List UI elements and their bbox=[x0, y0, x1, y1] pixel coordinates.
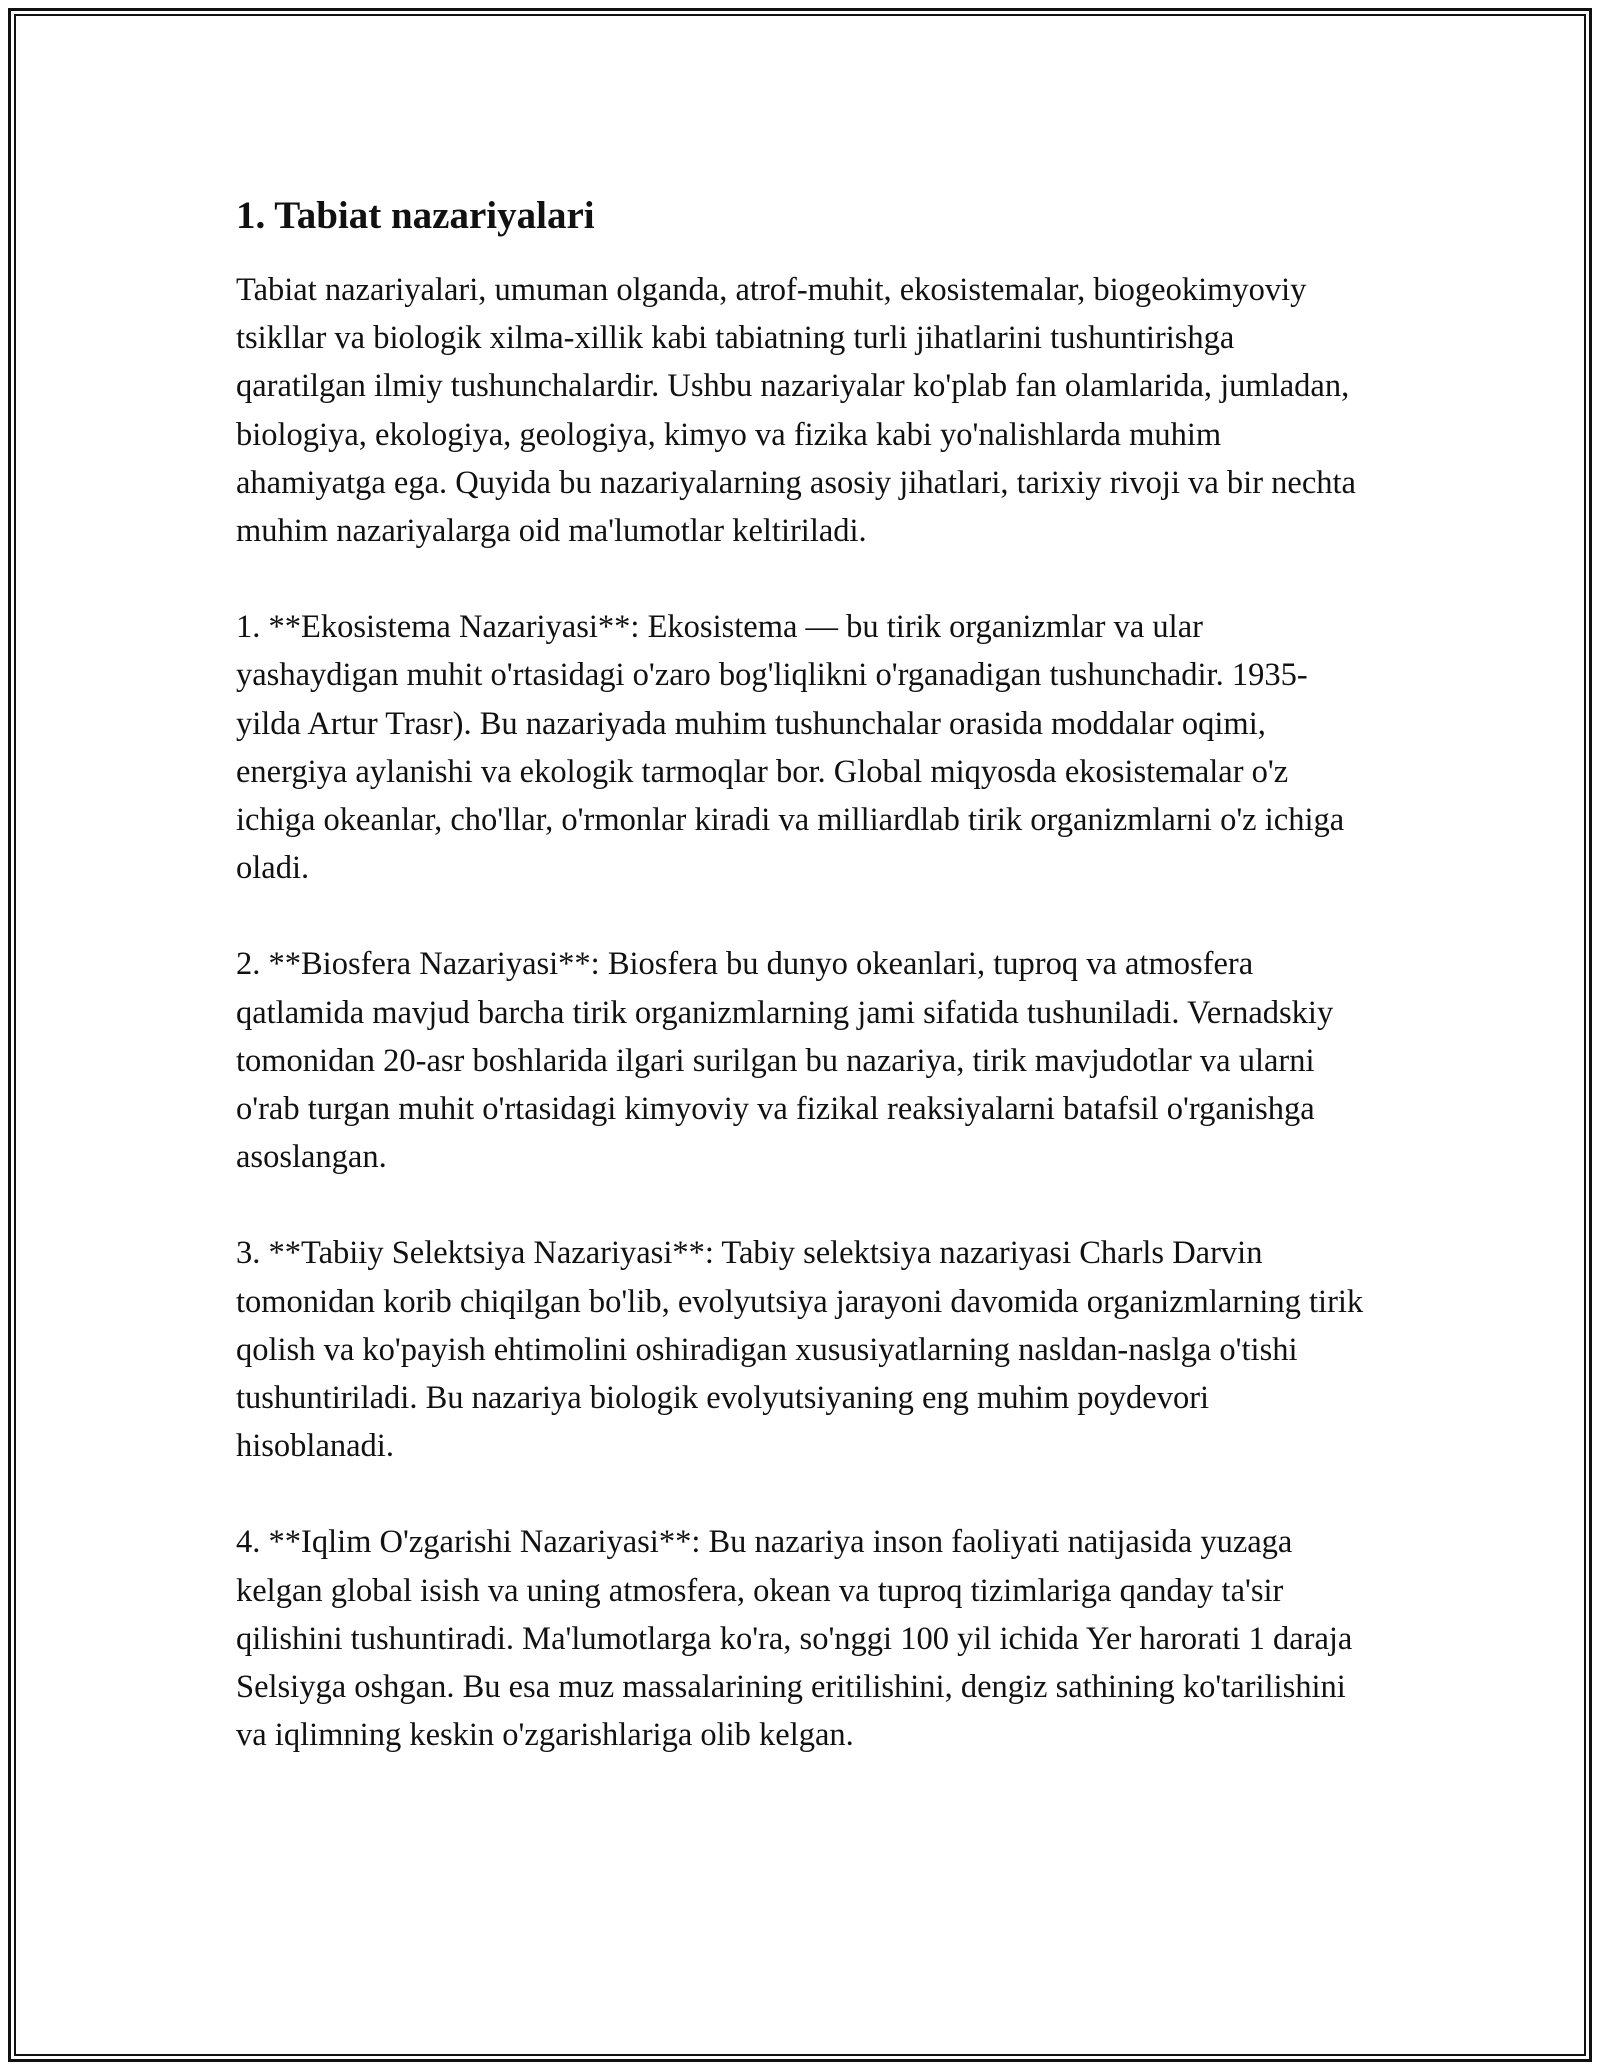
ecosystem-theory-paragraph: 1. **Ekosistema Nazariyasi**: Ekosistema — bu tirik organizmlar va ular yashaydigan muhit o'rtasidagi o'zaro bog'liqlikni o'rganadigan tushunchadir. 1935-yilda Artur Trasr). Bu nazariyada muhim tushunchalar orasida moddalar oqimi, energiya aylanishi va ekologik tarmoqlar bor. Global miqyosda ekosistemalar o'z ichiga okeanlar, cho'llar, o'rmonlar kiradi va milliardlab tirik organizmlarni o'z ichiga oladi. bbox=[236, 609, 1345, 887]
biosphere-theory-paragraph: 2. **Biosfera Nazariyasi**: Biosfera bu dunyo okeanlari, tuproq va atmosfera qatlamida mavjud barcha tirik organizmlarning jami sifatida tushuniladi. Vernadskiy tomonidan 20-asr boshlarida ilgari surilgan bu nazariya, tirik mavjudotlar va ularni o'rab turgan muhit o'rtasidagi kimyoviy va fizikal reaksiyalarni batafsil o'rganishga asoslangan. bbox=[236, 946, 1334, 1176]
section-heading: 1. Tabiat nazariyalari bbox=[236, 194, 595, 237]
natural-selection-theory-paragraph: 3. **Tabiiy Selektsiya Nazariyasi**: Tabiy selektsiya nazariyasi Charls Darvin tomonidan korib chiqilgan bo'lib, evolyutsiya jarayoni davomida organizmlarning tirik qolish va ko'payish ehtimolini oshiradigan xususiyatlarning nasldan-naslga o'tishi tushuntiriladi. Bu nazariya biologik evolyutsiyaning eng muhim poydevori hisoblanadi. bbox=[236, 1235, 1364, 1465]
document-body bbox=[236, 186, 1368, 1807]
climate-change-theory-paragraph: 4. **Iqlim O'zgarishi Nazariyasi**: Bu nazariya inson faoliyati natijasida yuzaga kelgan global isish va uning atmosfera, okean va tuproq tizimlariga qanday ta'sir qilishini tushuntiradi. Ma'lumotlarga ko'ra, so'nggi 100 yil ichida Yer harorati 1 daraja Selsiyga oshgan. Bu esa muz massalarining eritilishini, dengiz sathining ko'tarilishini va iqlimning keskin o'zgarishlariga olib kelgan. bbox=[236, 1524, 1353, 1754]
intro-paragraph: Tabiat nazariyalari, umuman olganda, atrof-muhit, ekosistemalar, biogeokimyoviy tsikllar va biologik xilma-xillik kabi tabiatning turli jihatlarini tushuntirishga qaratilgan ilmiy tushunchalardir. Ushbu nazariyalar ko'plab fan olamlarida, jumladan, biologiya, ekologiya, geologiya, kimyo va fizika kabi yo'nalishlarda muhim ahamiyatga ega. Quyida bu nazariyalarning asosiy jihatlari, tarixiy rivoji va bir nechta muhim nazariyalarga oid ma'lumotlar keltiriladi. bbox=[236, 272, 1356, 550]
